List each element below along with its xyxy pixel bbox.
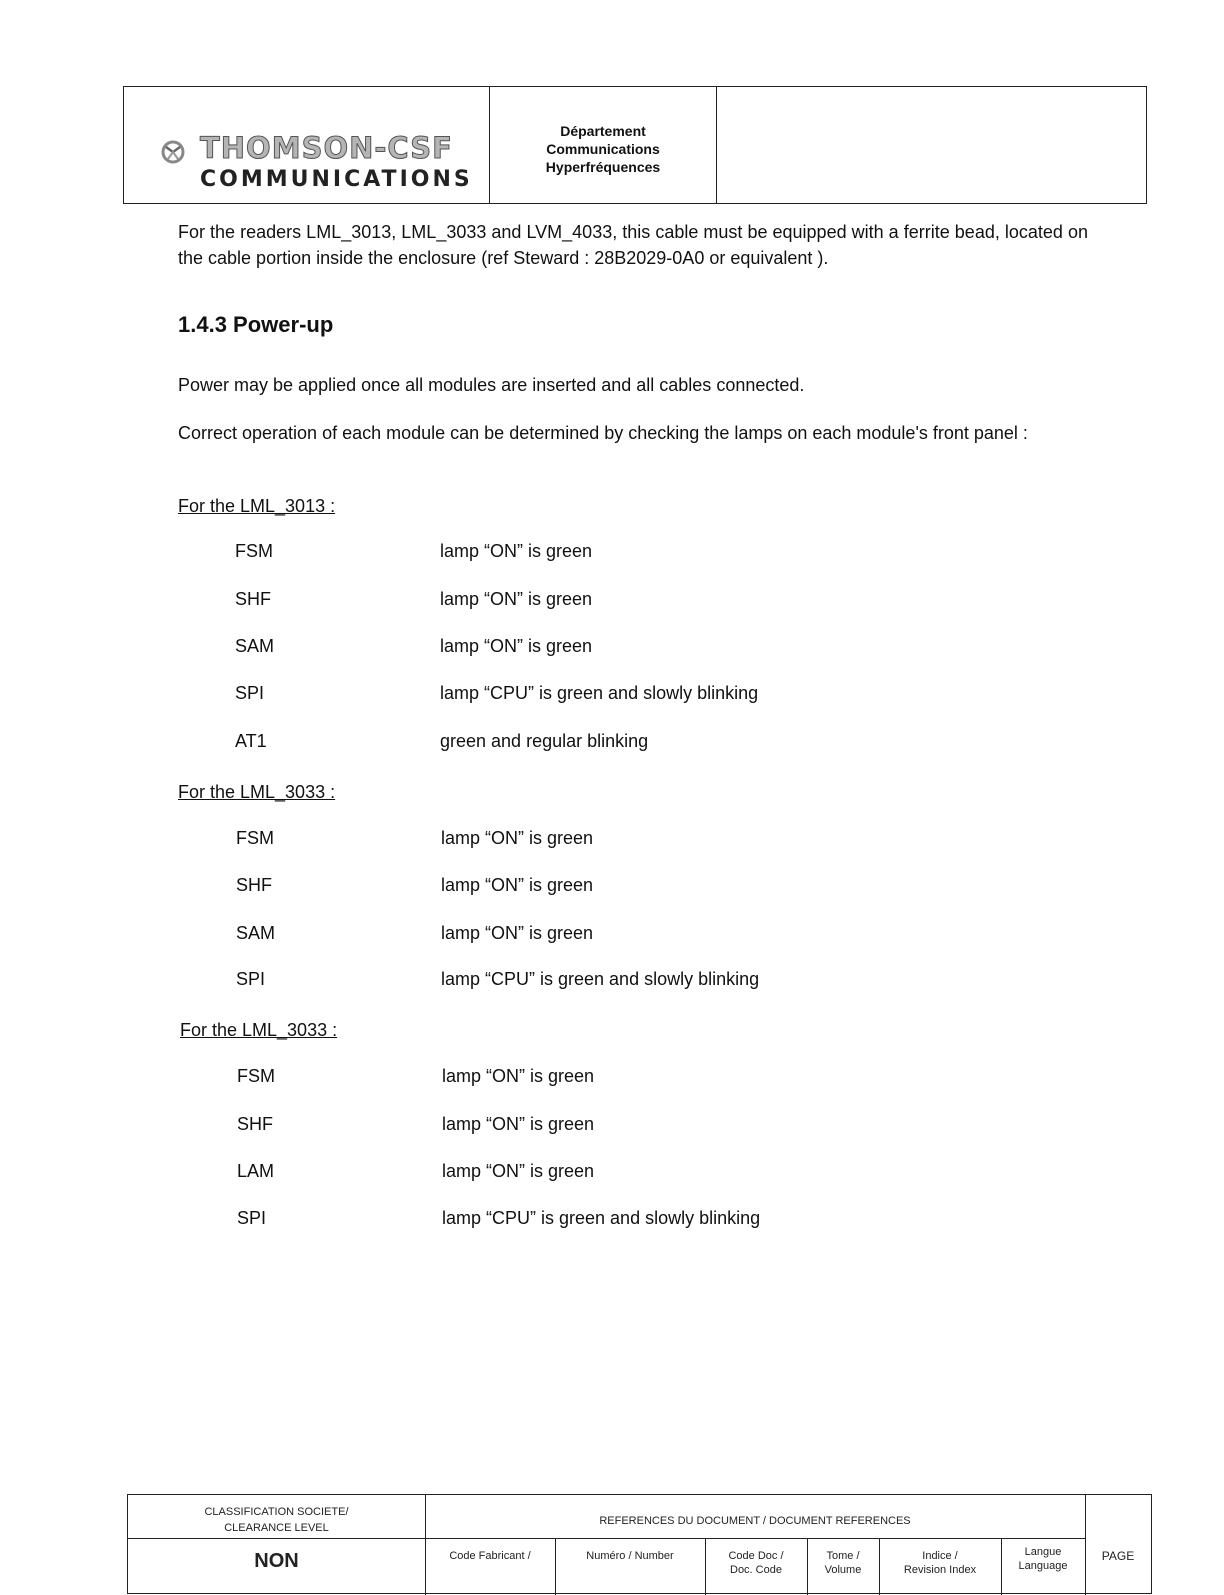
lamp-status: lamp “ON” is green xyxy=(441,923,594,943)
lamp-status: lamp “ON” is green xyxy=(441,828,594,848)
group-title: For the LML_3013 : xyxy=(178,496,336,516)
footer-divider xyxy=(555,1538,556,1595)
classification-label: CLASSIFICATION SOCIETE/ CLEARANCE LEVEL xyxy=(204,1506,349,1534)
module-name: FSM xyxy=(237,1066,275,1086)
page-label: PAGE xyxy=(1101,1549,1135,1563)
reference-column: Tome / Volume xyxy=(824,1550,862,1576)
company-division: COMMUNICATIONS xyxy=(200,167,473,192)
header-blank-cell xyxy=(717,87,1146,203)
module-name: SHF xyxy=(236,875,272,895)
footer-divider xyxy=(1085,1495,1086,1595)
footer-divider xyxy=(425,1495,426,1595)
lamp-status: lamp “ON” is green xyxy=(440,636,593,656)
module-name: SAM xyxy=(236,923,276,943)
lamp-status: lamp “ON” is green xyxy=(440,541,593,561)
lamp-status: lamp “ON” is green xyxy=(442,1161,595,1181)
module-name: SHF xyxy=(237,1114,273,1134)
module-name: SAM xyxy=(235,636,275,656)
module-name: SPI xyxy=(235,683,265,703)
references-label: REFERENCES DU DOCUMENT / DOCUMENT REFERENCES xyxy=(599,1515,911,1527)
module-name: LAM xyxy=(237,1161,275,1181)
reference-column: Langue Language xyxy=(1018,1546,1068,1572)
company-name: THOMSON-CSF xyxy=(200,131,453,165)
lamp-status: green and regular blinking xyxy=(440,731,649,751)
lamp-status: lamp “ON” is green xyxy=(441,875,594,895)
reference-column: Code Fabricant / xyxy=(449,1550,531,1562)
paragraph-operation: Correct operation of each module can be determined by checking the lamps on each module's front panel : xyxy=(178,423,1028,443)
reference-column: Numéro / Number xyxy=(586,1550,674,1562)
module-name: SHF xyxy=(235,589,271,609)
lamp-status: lamp “CPU” is green and slowly blinking xyxy=(442,1208,761,1228)
company-logo xyxy=(124,87,490,203)
department-line: Communications xyxy=(546,141,660,157)
lamp-status: lamp “ON” is green xyxy=(442,1114,595,1134)
group-title: For the LML_3033 : xyxy=(178,782,336,802)
lamp-status: lamp “CPU” is green and slowly blinking xyxy=(441,969,760,989)
lamp-status: lamp “CPU” is green and slowly blinking xyxy=(440,683,759,703)
reference-column: Indice / Revision Index xyxy=(903,1550,977,1576)
module-name: FSM xyxy=(235,541,273,561)
document-header xyxy=(123,86,1147,204)
module-name: SPI xyxy=(237,1208,267,1228)
module-name: SPI xyxy=(236,969,266,989)
paragraph-power: Power may be applied once all modules are inserted and all cables connected. xyxy=(178,375,805,395)
thomson-logo-icon xyxy=(160,139,186,165)
section-title: 1.4.3 Power-up xyxy=(178,312,334,337)
intro-paragraph: For the readers LML_3013, LML_3033 and LVM_4033, this cable must be equipped with a ferrite bead, located on the cable portion inside the enclosure (ref Steward : 28B2029-0A0 or equivalent ). xyxy=(178,222,1088,268)
classification-value: NON xyxy=(254,1550,299,1572)
department-line: Hyperfréquences xyxy=(545,159,661,175)
department-cell xyxy=(490,87,717,203)
module-name: FSM xyxy=(236,828,274,848)
group-title: For the LML_3033 : xyxy=(180,1020,338,1040)
lamp-status: lamp “ON” is green xyxy=(442,1066,595,1086)
department-line: Département xyxy=(560,123,646,139)
reference-column: Code Doc / Doc. Code xyxy=(728,1550,784,1576)
module-name: AT1 xyxy=(235,731,267,751)
lamp-status: lamp “ON” is green xyxy=(440,589,593,609)
footer-divider xyxy=(128,1538,1085,1539)
document-footer xyxy=(127,1494,1152,1594)
